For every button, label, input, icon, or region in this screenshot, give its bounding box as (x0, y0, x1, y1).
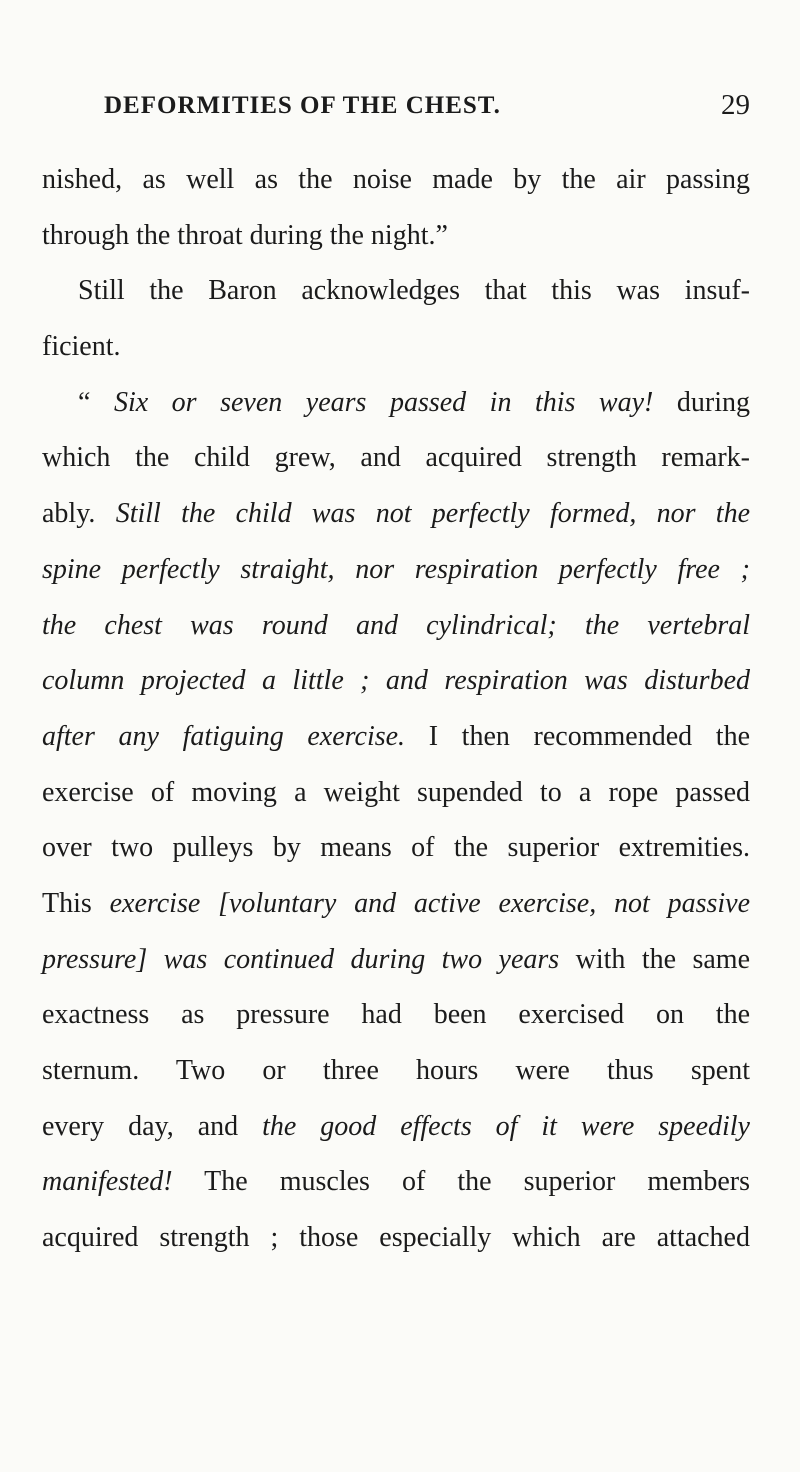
text-line (42, 271, 750, 327)
text-run: ficient. (42, 331, 121, 363)
text-run: exercise of moving a weight supended to a rope passed (42, 776, 750, 808)
text-line (42, 1107, 750, 1163)
text-run: Six or seven years passed in this way! (113, 386, 654, 418)
text-line (42, 828, 750, 884)
text-run: the good effects of it were speedily (262, 1110, 750, 1142)
page-header (104, 89, 750, 124)
text-line (42, 327, 750, 383)
text-run: Still the Baron acknowledges that this was insuf- (78, 275, 750, 307)
body-text (42, 160, 750, 1274)
text-run: over two pulleys by means of the superior extremities. (42, 832, 750, 864)
text-run: pressure] was continued during two years (42, 943, 560, 975)
text-line (42, 1218, 750, 1274)
text-run: sternum. Two or three hours were thus spent (42, 1055, 750, 1086)
text-run: during (653, 386, 750, 418)
running-title: DEFORMITIES OF THE CHEST. (104, 92, 501, 119)
text-run: I then recommended the (405, 720, 750, 752)
text-line (42, 884, 750, 940)
text-run: spine perfectly straight, nor respiration perfectly free ; (42, 553, 750, 585)
text-run: which the child grew, and acquired strength remark- (42, 442, 750, 474)
text-line (42, 494, 750, 550)
text-run: Still the child was not perfectly formed, nor the (115, 498, 751, 530)
page-number: 29 (721, 89, 750, 121)
text-run: “ (78, 386, 114, 418)
text-run: This (42, 887, 110, 919)
text-line (42, 773, 750, 829)
text-line (42, 940, 750, 996)
text-run: the chest was round and cylindrical; the vertebral (42, 609, 750, 641)
text-run: exactness as pressure had been exercised on the (42, 999, 750, 1031)
text-run: with the same (559, 943, 750, 975)
text-run: manifested! (42, 1166, 173, 1198)
text-run: ably. (42, 498, 116, 530)
text-run: through the throat during the night.” (42, 219, 448, 251)
text-line (42, 995, 750, 1051)
text-run: The muscles of the superior members (172, 1166, 750, 1198)
text-line (42, 550, 750, 606)
text-run: exercise [voluntary and active exercise, not passive (109, 887, 751, 919)
text-line (42, 661, 750, 717)
text-run: column projected a little ; and respiration was disturbed (42, 665, 750, 697)
text-run: acquired strength ; those especially which are attached (42, 1222, 750, 1254)
text-line (42, 216, 750, 272)
text-run: after any fatiguing exercise. (42, 720, 406, 752)
text-line (42, 1162, 750, 1218)
text-line (42, 438, 750, 494)
text-run: every day, and (42, 1110, 263, 1142)
text-line (42, 160, 750, 216)
text-line (42, 383, 750, 439)
text-line (42, 606, 750, 662)
text-line (42, 717, 750, 773)
text-line (42, 1051, 750, 1107)
text-run: nished, as well as the noise made by the air passing (42, 164, 750, 195)
